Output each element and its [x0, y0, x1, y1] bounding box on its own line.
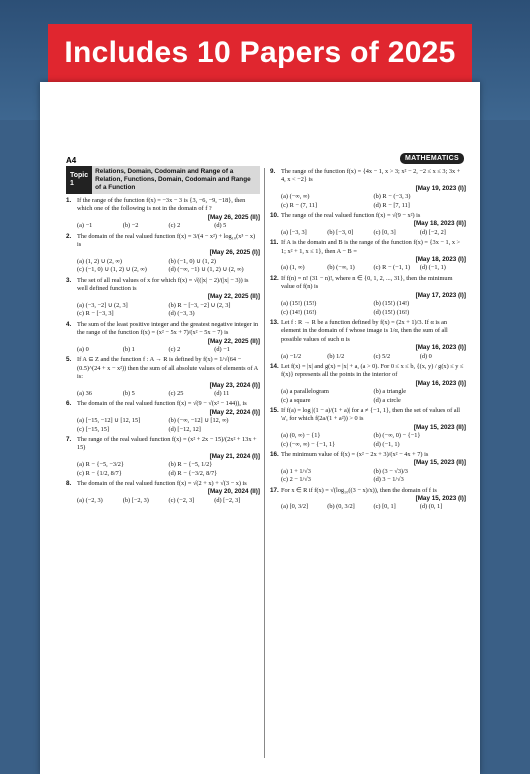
- option: (d) a circle: [373, 396, 401, 404]
- question-body: [77, 356, 260, 398]
- options: [77, 417, 260, 434]
- option: (b) (−∞, 1): [327, 264, 355, 272]
- option: (d) [−12, 12]: [168, 425, 201, 433]
- options: [77, 497, 260, 505]
- question-text: The set of all real values of x for which f(x) = √((|x| − 2)/(|x| − 3)) is well defined function is: [77, 276, 249, 293]
- question-number: 14.: [270, 362, 279, 370]
- question-text: The domain of the real valued function f(x) = √(2 + x) + √(3 − x) is: [77, 480, 247, 487]
- option: (d) (−3, 3): [168, 310, 195, 318]
- question-number: 17.: [270, 486, 279, 494]
- option: (b) R − {−5, 1/2}: [168, 461, 213, 469]
- option: (b) (3 − √3)/3: [373, 467, 408, 475]
- option: (b) (15!) (14!): [373, 300, 410, 308]
- question-source: [May 23, 2024 (I)]: [209, 381, 260, 389]
- question: [270, 451, 466, 485]
- question-source: [May 22, 2024 (I)]: [209, 408, 260, 416]
- question-body: [281, 168, 466, 210]
- question-text: Let f(x) = |x| and g(x) = |x| + a, (a > 0). For 0 ≤ x ≤ b, {(x, y) / g(x) ≤ y ≤ f(x)} represents all the points in the interior of: [281, 362, 464, 379]
- question: [270, 487, 466, 512]
- options: [281, 353, 466, 361]
- question-source: [May 17, 2023 (I)]: [415, 291, 466, 299]
- question-text: Let f : R → R be a function defined by f(x) = (2x + 1)/3. If α is an element in the domain of f whose image is 1/α, then the sum of all possible values of such α is: [281, 318, 448, 343]
- question: [66, 356, 260, 398]
- question-number: 7.: [66, 435, 72, 443]
- option: (c) 2: [168, 345, 181, 353]
- option: (a) −1: [77, 222, 93, 230]
- question-source: [May 26, 2025 (I)]: [209, 249, 260, 257]
- question-source: [May 15, 2023 (II)]: [413, 423, 466, 431]
- question-source: [May 19, 2023 (I)]: [415, 184, 466, 192]
- question-text: The sum of the least positive integer and the greatest negative integer in the range of the function f(x) = (x² − 5x + 7)/(x² − 5x − 7) is: [77, 320, 259, 337]
- option: (a) −1/2: [281, 352, 302, 360]
- question-text: If f(n) = n! (31 − n)!, where n ∈ {0, 1, 2, ..., 31}, then the minimum value of f(n) is: [281, 274, 453, 291]
- question: [270, 239, 466, 273]
- option: (b) a triangle: [373, 388, 407, 396]
- question-number: 12.: [270, 274, 279, 282]
- option: (a) R − {−5, −3/2}: [77, 461, 124, 469]
- left-column: [66, 166, 260, 505]
- question-number: 15.: [270, 406, 279, 414]
- question-text: The domain of the real valued function f(x) = 3/(4 − x²) + log₁₀(x³ − x) is: [77, 232, 256, 249]
- question-number: 4.: [66, 320, 72, 328]
- option: (c) (−1, 0) ∪ (1, 2) ∪ (2, ∞): [77, 266, 147, 274]
- option: (c) R − (7, 11]: [281, 201, 318, 209]
- options: [281, 300, 466, 317]
- option: (a) 36: [77, 389, 92, 397]
- topic-tag: Topic 1: [66, 166, 92, 194]
- option: (d) −1: [214, 345, 230, 353]
- option: (d) R − {−3/2, 8/7}: [168, 469, 218, 477]
- option: (a) [−15, −12] ∪ [12, 15]: [77, 417, 141, 425]
- option: (d) (15!) (16!): [373, 308, 410, 316]
- options: [77, 461, 260, 478]
- option: (c) (−2, 3]: [168, 496, 195, 504]
- question-text: If A is the domain and B is the range of the function f(x) = {3x − 1, x > 1; x² + 1, x ≤ 1}, then A − B =: [281, 239, 461, 255]
- option: (a) [0, 3/2]: [281, 503, 309, 511]
- option: (d) (−1, 1): [419, 264, 446, 272]
- question-number: 9.: [270, 168, 276, 175]
- question-text: The range of the function f(x) = {4x − 1, x > 3; x² − 2, −2 ≤ x ≤ 3; 3x + 4, x < −2} is: [281, 168, 461, 184]
- option: (d) (−1, 1): [373, 440, 400, 448]
- options: [281, 388, 466, 405]
- option: (c) [0, 3]: [373, 228, 396, 236]
- question-text: If the range of the function f(x) = −3x − 3 is {3, −6, −9, −18}, then which one of the following is not in the domain of f ?: [77, 197, 246, 213]
- question-body: [77, 480, 260, 505]
- book-page: [40, 82, 480, 774]
- option: (a) (1, 2) ∪ (2, ∞): [77, 257, 122, 265]
- option: (b) (−1, 0) ∪ (1, 2): [168, 257, 217, 265]
- topic-title: Relations, Domain, Codomain and Range of a Relation, Functions, Domain, Codomain and Range of a Function: [95, 168, 251, 191]
- options: [281, 468, 466, 485]
- option: (c) a square: [281, 396, 311, 404]
- question-source: [May 18, 2023 (II)]: [413, 220, 466, 228]
- question: [270, 275, 466, 317]
- question-body: [77, 436, 260, 478]
- question-text: If f(a) = log |(1 − a)/(1 + a)| for a ≠ {−1, 1}, then the set of values of all 'a', for which f(2a/(1 + a²)) > 0 is: [281, 406, 461, 423]
- option: (a) 0: [77, 345, 89, 353]
- question: [66, 400, 260, 434]
- question-body: [77, 197, 260, 231]
- question-body: [281, 451, 466, 485]
- right-column: [270, 166, 466, 512]
- question: [66, 197, 260, 231]
- options: [281, 432, 466, 449]
- question-number: 5.: [66, 356, 72, 364]
- option: (c) [0, 1]: [373, 503, 396, 511]
- column-divider: [264, 168, 265, 758]
- question-number: 2.: [66, 232, 72, 240]
- question-source: [May 15, 2023 (II)]: [413, 459, 466, 467]
- option: (b) [−3, 0]: [327, 228, 354, 236]
- question-source: [May 18, 2023 (I)]: [415, 256, 466, 264]
- option: (d) 5: [214, 222, 227, 230]
- question-number: 10.: [270, 212, 279, 220]
- option: (a) 1 + 1/√3: [281, 467, 311, 475]
- question: [66, 233, 260, 275]
- question-number: 1.: [66, 197, 72, 204]
- question: [66, 480, 260, 505]
- options: [77, 258, 260, 275]
- question-source: [May 26, 2025 (II)]: [207, 213, 260, 221]
- option: (d) (0, 1]: [419, 503, 443, 511]
- question-source: [May 16, 2023 (I)]: [415, 344, 466, 352]
- question-body: [77, 233, 260, 275]
- option: (b) 1: [122, 345, 135, 353]
- option: (c) 5/2: [373, 352, 391, 360]
- question-body: [77, 400, 260, 434]
- option: (a) (15!) (15!): [281, 300, 317, 308]
- question-text: The minimum value of f(x) = (x² − 2x + 3)/(x² − 4x + 7) is: [281, 451, 429, 458]
- question-source: [May 15, 2023 (I)]: [415, 495, 466, 503]
- page-label: A4: [66, 156, 77, 165]
- option: (d) [−2, 3]: [214, 496, 241, 504]
- question-body: [281, 363, 466, 405]
- question-text: The range of the real valued function f(x) = (x² + 2x − 15)/(2x² + 13x + 15): [77, 435, 257, 452]
- question: [66, 436, 260, 478]
- option: (b) [−2, 3): [122, 496, 149, 504]
- question: [66, 321, 260, 355]
- option: (b) R − [−3, −2] ∪ (2, 3]: [168, 301, 231, 309]
- option: (b) 5: [122, 389, 135, 397]
- option: (b) (−∞, −12] ∪ [12, ∞): [168, 417, 229, 425]
- question-number: 16.: [270, 451, 279, 458]
- question-source: [May 16, 2023 (I)]: [415, 379, 466, 387]
- question-number: 8.: [66, 480, 72, 487]
- option: (b) R − (−3, 3): [373, 193, 411, 201]
- option: (d) (−∞, −1) ∪ (1, 2) ∪ (2, ∞): [168, 266, 244, 274]
- question: [270, 168, 466, 210]
- question-number: 13.: [270, 318, 279, 326]
- question-body: [281, 239, 466, 273]
- options: [77, 346, 260, 354]
- question-body: [281, 487, 466, 512]
- question-body: [281, 275, 466, 317]
- question-body: [281, 407, 466, 449]
- option: (b) (0, 3/2]: [327, 503, 355, 511]
- option: (a) (−3, −2] ∪ (2, 3]: [77, 301, 128, 309]
- option: (b) 1/2: [327, 352, 345, 360]
- option: (c) (−∞, ∞) − {−1, 1}: [281, 440, 336, 448]
- question-source: [May 22, 2025 (II)]: [207, 293, 260, 301]
- question: [270, 319, 466, 361]
- question-text: If A ⊆ Z and the function f : A → R is defined by f(x) = 1/√(64 − (0.5)^(24 + x − x²)) then the sum of all absolute values of elements of A is:: [77, 356, 258, 381]
- option: (d) 3 − 1/√3: [373, 476, 404, 484]
- option: (b) −2: [122, 222, 139, 230]
- options: [77, 390, 260, 398]
- options: [77, 222, 260, 230]
- question: [66, 277, 260, 319]
- option: (d) 11: [214, 389, 230, 397]
- options: [281, 503, 466, 511]
- question-body: [281, 319, 466, 361]
- option: (a) (0, ∞) − {1}: [281, 432, 321, 440]
- topic-header: [66, 166, 260, 194]
- options: [77, 302, 260, 319]
- question-text: The domain of the real valued function f(x) = √(9 − √(x² − 144)), is: [77, 400, 247, 408]
- option: (a) [−3, 3]: [281, 228, 307, 236]
- option: (a) (−2, 3): [77, 496, 103, 504]
- options: [281, 193, 466, 210]
- option: (a) (−∞, ∞): [281, 193, 310, 201]
- question-body: [77, 321, 260, 355]
- question-source: [May 21, 2024 (I)]: [209, 452, 260, 460]
- option: (c) 2 − 1/√3: [281, 476, 311, 484]
- option: (c) 2: [168, 222, 181, 230]
- question: [270, 407, 466, 449]
- option: (d) R − [7, 11]: [373, 201, 410, 209]
- option: (b) (−∞, 0) − {−1}: [373, 432, 421, 440]
- option: (c) R − [−3, 3]: [77, 310, 114, 318]
- options: [281, 264, 466, 272]
- question: [270, 212, 466, 237]
- question-number: 3.: [66, 276, 72, 284]
- question-text: The range of the real valued function f(x) = √(9 − x²) is: [281, 212, 421, 220]
- question-body: [77, 277, 260, 319]
- question-text: For x ∈ R if f(x) = √(log₁₀((3 − x)/x)), then the domain of f is: [281, 486, 437, 494]
- question: [270, 363, 466, 405]
- option: (d) 0: [419, 352, 432, 360]
- options: [281, 229, 466, 237]
- question-number: 11.: [270, 239, 279, 247]
- option: (c) (14!) (16!): [281, 308, 317, 316]
- option: (c) 25: [168, 389, 184, 397]
- question-body: [281, 212, 466, 237]
- question-source: [May 22, 2025 (II)]: [207, 337, 260, 345]
- promo-banner: Includes 10 Papers of 2025: [48, 24, 472, 82]
- subject-badge: MATHEMATICS: [400, 153, 464, 164]
- option: (c) R − (−1, 1): [373, 264, 411, 272]
- option: (a) a parallelogram: [281, 388, 329, 396]
- question-source: [May 20, 2024 (II)]: [207, 488, 260, 496]
- option: (a) (1, ∞): [281, 264, 305, 272]
- option: (c) [−15, 15]: [77, 425, 110, 433]
- question-number: 6.: [66, 400, 72, 408]
- option: (d) [−2, 2]: [419, 228, 446, 236]
- option: (c) R − {1/2, 8/7}: [77, 469, 122, 477]
